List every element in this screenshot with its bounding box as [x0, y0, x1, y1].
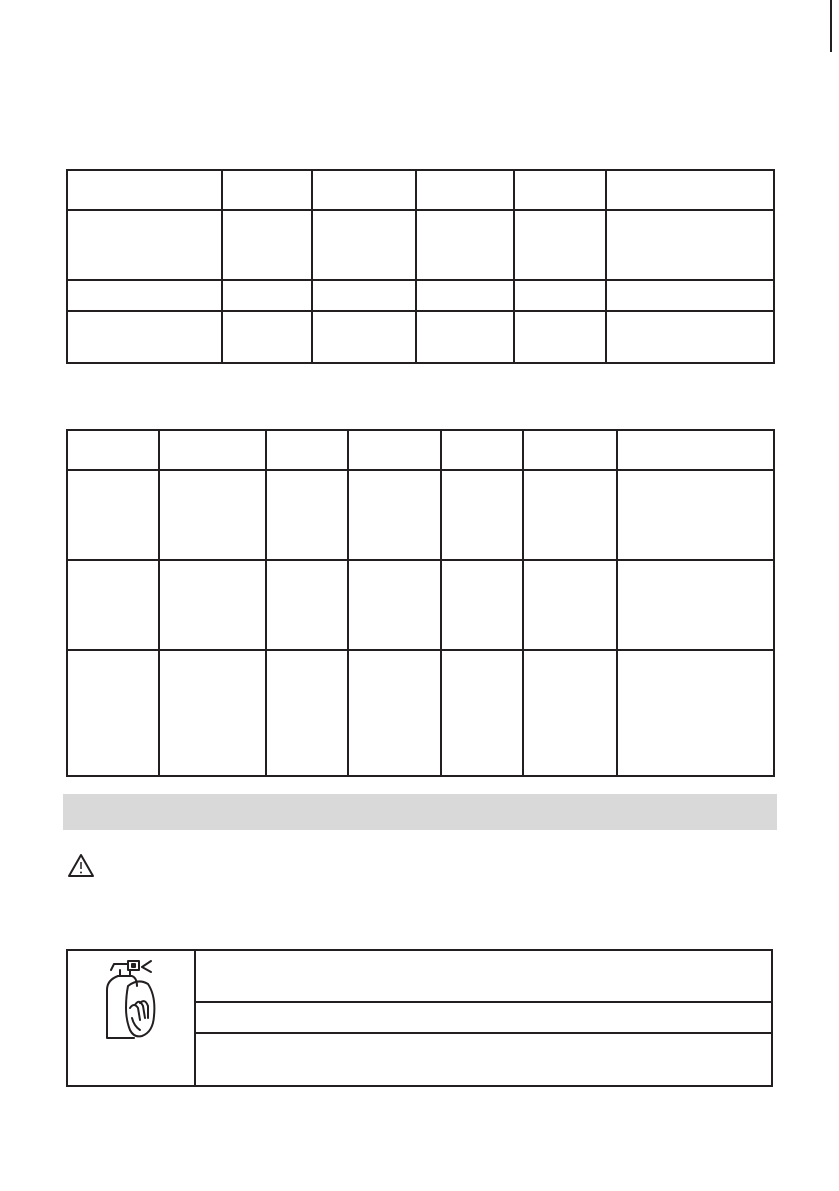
table-cell: [159, 560, 266, 650]
table-cell: [606, 170, 774, 210]
table-cell: [348, 430, 441, 470]
table-cell: [441, 430, 523, 470]
table-row: [67, 560, 774, 650]
care-icon-cell: [68, 951, 196, 1085]
table-cell: [441, 650, 523, 776]
warning-triangle-icon: [67, 853, 95, 878]
table-cell: [617, 560, 774, 650]
table-cell: [67, 560, 159, 650]
table-row: [67, 650, 774, 776]
cleaning-instructions-table: [66, 949, 773, 1087]
table-cell: [159, 430, 266, 470]
table-cell: [312, 311, 416, 363]
table-cell: [441, 470, 523, 560]
table-cell: [266, 560, 348, 650]
table-cell: [266, 430, 348, 470]
data-table-2: [66, 429, 775, 777]
table-row: [67, 311, 774, 363]
table-cell: [514, 280, 606, 311]
table-cell: [67, 650, 159, 776]
table-cell: [514, 311, 606, 363]
table-cell: [266, 650, 348, 776]
data-table-1: [66, 169, 775, 364]
table-cell: [523, 560, 617, 650]
table-cell: [617, 430, 774, 470]
table-row: [67, 210, 774, 280]
table-cell: [416, 311, 514, 363]
table-cell: [606, 210, 774, 280]
care-row: [196, 1003, 771, 1034]
table-cell: [348, 470, 441, 560]
table-cell: [348, 560, 441, 650]
table-row: [67, 280, 774, 311]
table-cell: [312, 170, 416, 210]
table-cell: [514, 170, 606, 210]
table-header-row: [67, 430, 774, 470]
table-cell: [67, 470, 159, 560]
table-cell: [617, 650, 774, 776]
table-cell: [416, 280, 514, 311]
table-cell: [348, 650, 441, 776]
table-cell: [67, 210, 222, 280]
table-cell: [159, 650, 266, 776]
table-cell: [523, 650, 617, 776]
table-cell: [266, 470, 348, 560]
table-cell: [514, 210, 606, 280]
section-header-bar: [63, 794, 777, 830]
spray-cleaning-cloth-icon: [104, 956, 158, 1042]
table-cell: [416, 170, 514, 210]
table-cell: [523, 430, 617, 470]
table-cell: [416, 210, 514, 280]
table-cell: [67, 430, 159, 470]
table-cell: [159, 470, 266, 560]
care-row: [196, 951, 771, 1003]
table-cell: [67, 170, 222, 210]
table-cell: [606, 311, 774, 363]
table-cell: [67, 280, 222, 311]
table-cell: [222, 311, 312, 363]
table-cell: [222, 170, 312, 210]
table-cell: [312, 210, 416, 280]
page-edge-line: [830, 0, 832, 52]
table-cell: [441, 560, 523, 650]
table-header-row: [67, 170, 774, 210]
table-cell: [222, 210, 312, 280]
table-cell: [222, 280, 312, 311]
table-cell: [67, 311, 222, 363]
table-cell: [617, 470, 774, 560]
table-row: [67, 470, 774, 560]
table-cell: [312, 280, 416, 311]
table-cell: [523, 470, 617, 560]
care-row: [196, 1034, 771, 1085]
table-cell: [606, 280, 774, 311]
